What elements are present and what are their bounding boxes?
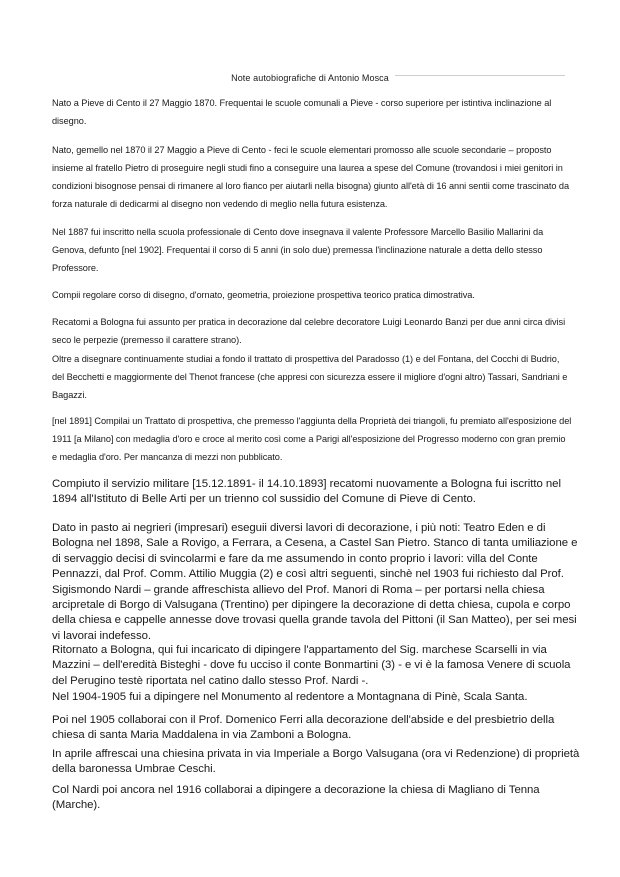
document-title: Note autobiografiche di Antonio Mosca: [231, 73, 389, 83]
paragraph-1: Nato a Pieve di Cento il 27 Maggio 1870. Frequentai le scuole comunali a Pieve - corso superiore per istintiva inclinazione al disegno.: [52, 98, 552, 126]
paragraph-4: Compii regolare corso di disegno, d'ornato, geometria, proiezione prospettiva teorico pratica dimostrativa.: [52, 290, 475, 300]
paragraph-13: In aprile affrescai una chiesina privata in via Imperiale a Borgo Valsugana (ora vi Redenzione) di proprietà della baronessa Umbrae Ceschi.: [52, 748, 580, 776]
paragraph-11: Nel 1904-1905 fui a dipingere nel Monumento al redentore a Montagnana di Pinè, Scala Santa.: [52, 691, 528, 703]
paragraph-14: Col Nardi poi ancora nel 1916 collaborai a dipingere a decorazione la chiesa di Magliano di Tenna (Marche).: [52, 784, 540, 812]
paragraph-6: Oltre a disegnare continuamente studiai a fondo il trattato di prospettiva del Paradosso (1) e del Fontana, del Cocchi di Budrio, del Becchetti e maggiormente del Thenot francese (che appresi con sicurezza essere il migliore d'ogni altro) Tassari, Sandriani e Bagazzi.: [52, 354, 568, 400]
paragraph-3: Nel 1887 fui inscritto nella scuola professionale di Cento dove insegnava il valente Professore Marcello Basilio Mallarini da Genova, defunto [nel 1902]. Frequentai il corso di 5 anni (in solo due) premessa l'inclinazione naturale a detta dello stesso Professore.: [52, 227, 544, 273]
paragraph-10: Ritornato a Bologna, qui fui incaricato di dipingere l'appartamento del Sig. marchese Scarselli in via Mazzini – dell'eredità Bisteghi - dove fu ucciso il conte Bonmartini (3) - e vi è la famosa Venere di scuola del Perugino testè riportata nel catino dallo stesso Prof. Nardi -.: [52, 644, 571, 687]
paragraph-8: Compiuto il servizio militare [15.12.1891- il 14.10.1893] recatomi nuovamente a Bologna fui iscritto nel 1894 all'Istituto di Belle Arti per un trienno col sussidio del Comune di Pieve di Cento.: [52, 478, 561, 506]
paragraph-7: [nel 1891] Compilai un Trattato di prospettiva, che premesso l'aggiunta della Proprietà dei triangoli, fu premiato all'esposizione del 1911 [a Milano] con medaglia d'oro e croce al merito così come a Parigi all'esposizione del Progresso moderno con gran premio e medaglia d'oro. Per mancanza di mezzi non pubblicato.: [52, 416, 572, 462]
paragraph-5: Recatomi a Bologna fui assunto per pratica in decorazione dal celebre decoratore Luigi Leonardo Banzi per due anni circa divisi seco le perpezie (premesso il carattere strano).: [52, 317, 566, 345]
paragraph-12: Poi nel 1905 collaborai con il Prof. Domenico Ferri alla decorazione dell'abside e del presbietrio della chiesa di santa Maria Maddalena in via Zamboni a Bologna.: [52, 714, 555, 742]
paragraph-2: Nato, gemello nel 1870 il 27 Maggio a Pieve di Cento - feci le scuole elementari promosso alle scuole secondarie – proposto insieme al fratello Pietro di proseguire negli studi fino a conseguire una laurea a spese del Comune (trovandosi i miei genitori in condizioni bisognose pensai di rimanere al loro fianco per aiutarli nella bisogna) giunto all'età di 16 anni sentii come trascinato da forza naturale di dedicarmi al disegno non vedendo di meglio nella futura esistenza.: [52, 145, 570, 209]
paragraph-9: Dato in pasto ai negrieri (impresari) eseguii diversi lavori di decorazione, i più noti: Teatro Eden e di Bologna nel 1898, Sale a Rovigo, a Ferrara, a Cesena, a Castel San Pietro. Stanco di tanta umiliazione e di servaggio decisi di svincolarmi e fare da me assumendo in conto proprio i lavori: villa del Conte Pennazzi, dal Prof. Comm. Attilio Muggia (2) e così altri seguenti, sinchè nel 1903 fui richiesto dal Prof. Sigismondo Nardi – grande affreschista allievo del Prof. Manori di Roma – per portarsi nella chiesa arcipretale di Borgo di Valsugana (Trentino) per dipingere la decorazione di detta chiesa, cupola e corpo della chiesa e cappelle annesse dove trovasi quella grande tavola del Pittoni (il San Matteo), per sei mesi vi lavorai indefesso.: [52, 522, 578, 642]
